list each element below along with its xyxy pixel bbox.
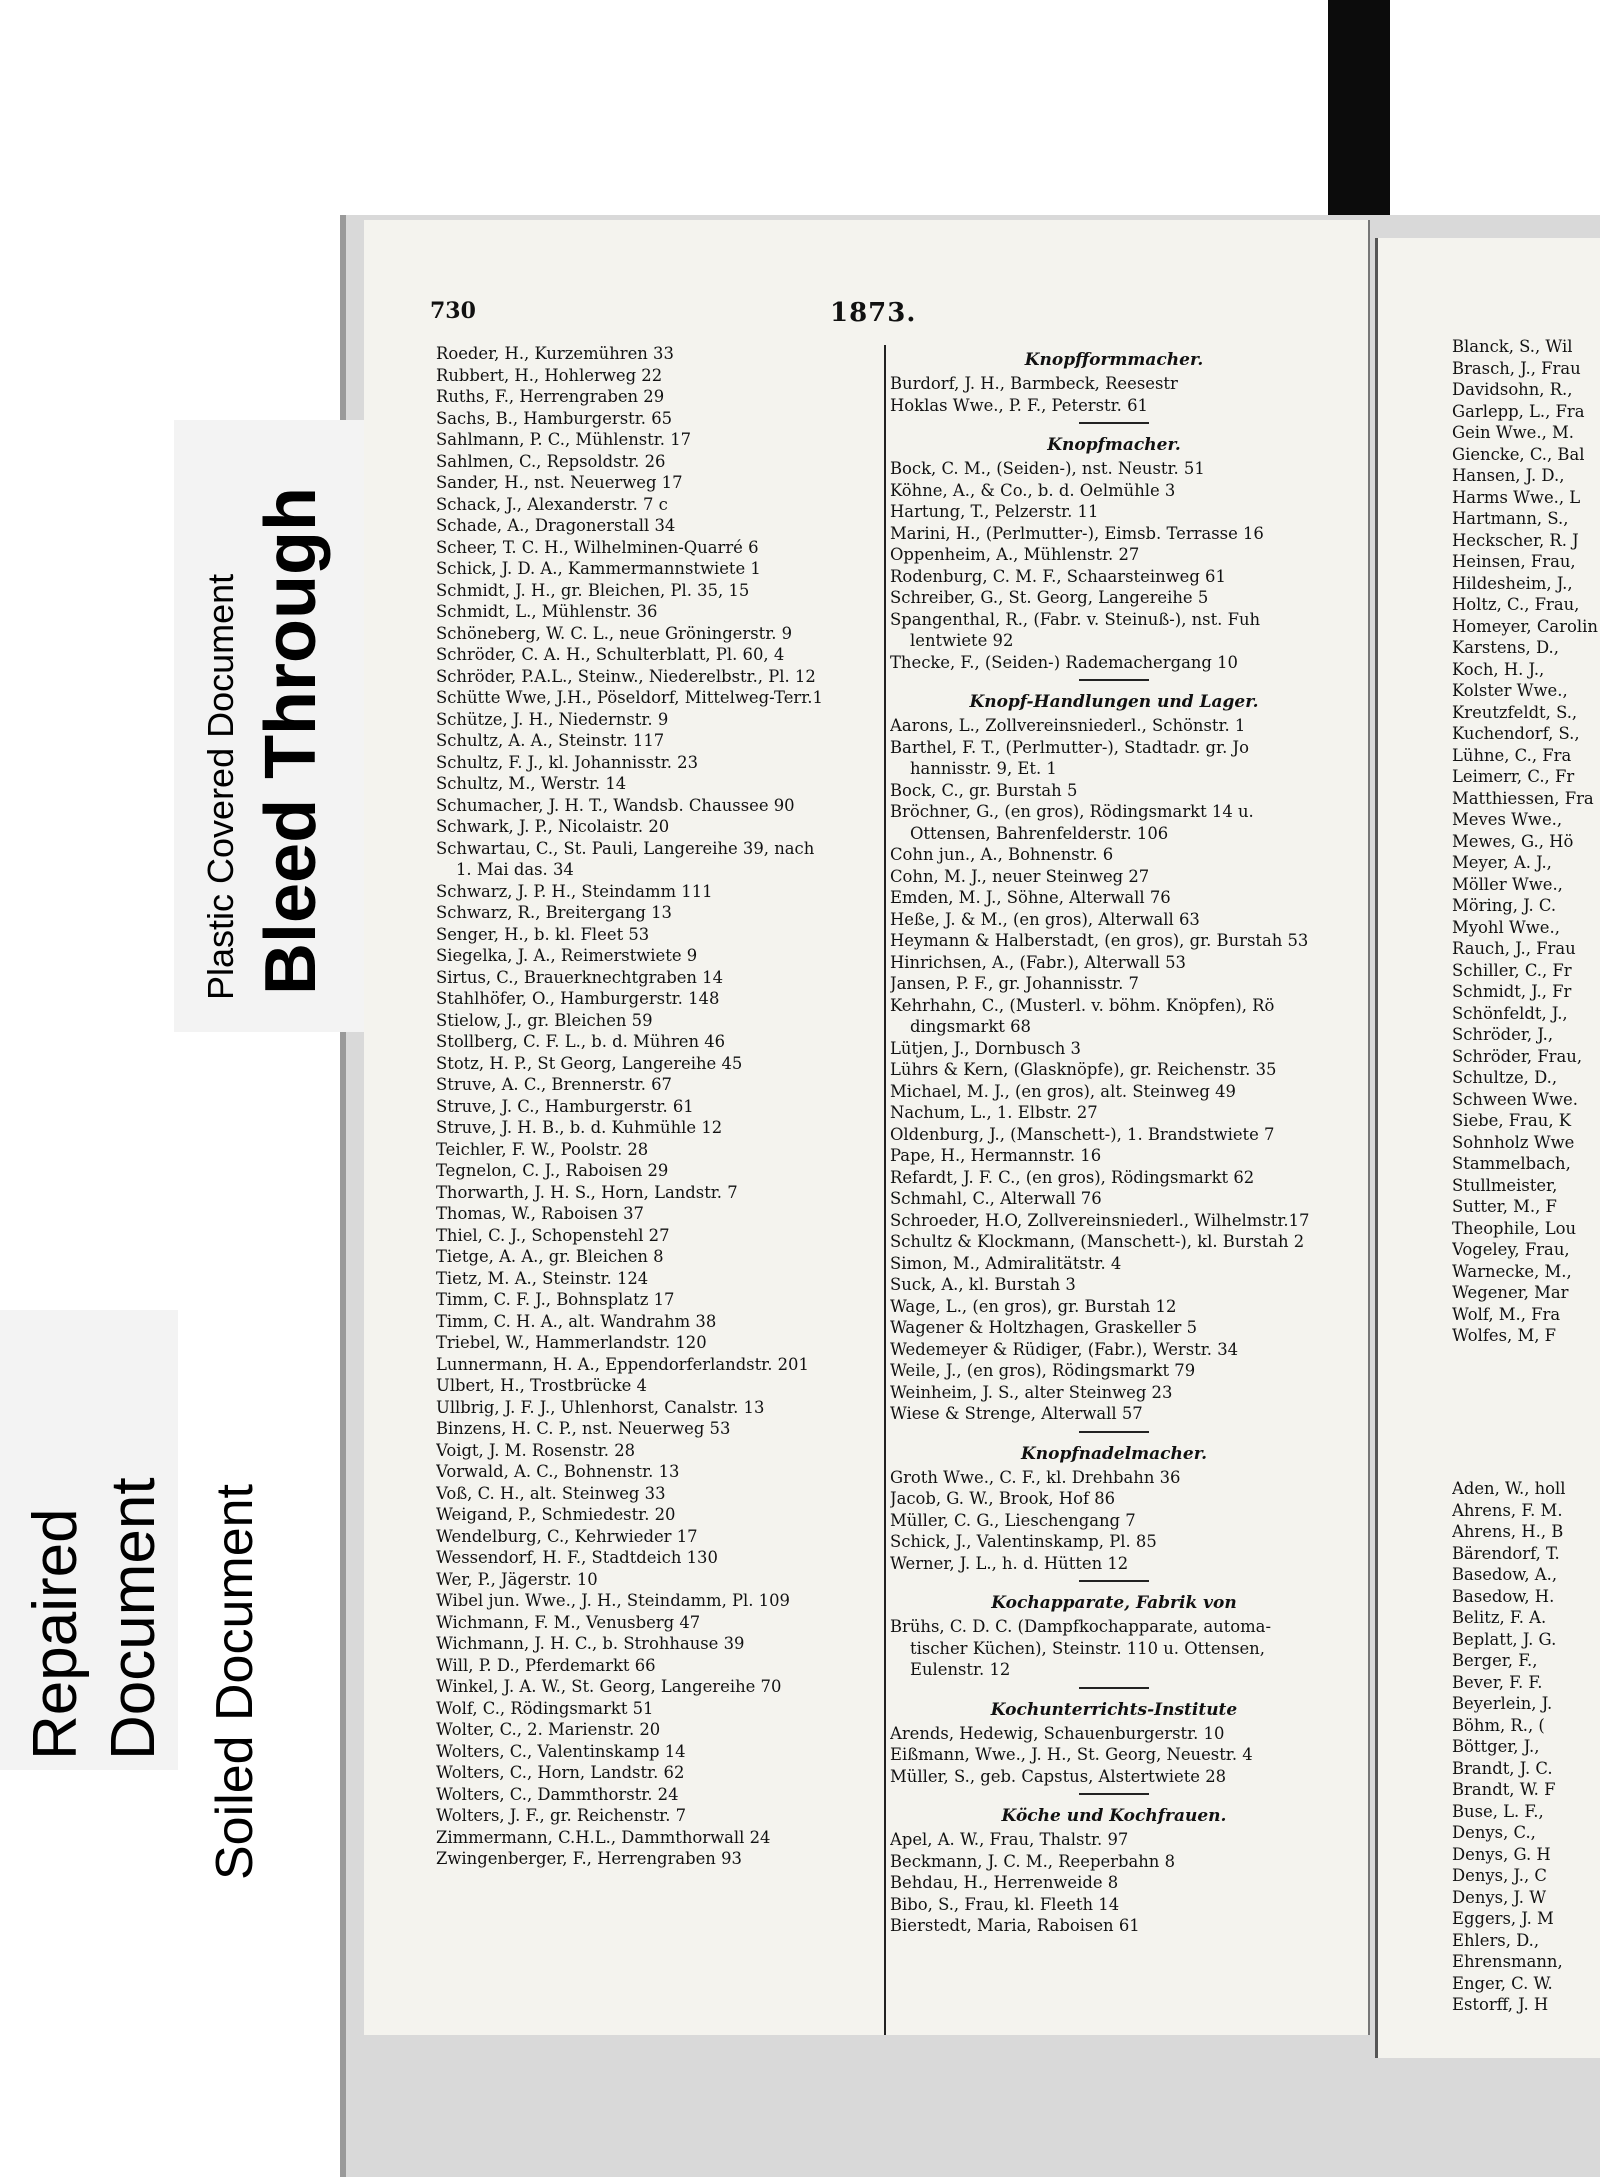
directory-entry: Schmidt, J. H., gr. Bleichen, Pl. 35, 15 bbox=[436, 580, 750, 600]
directory-entry: Behdau, H., Herrenweide 8 bbox=[890, 1873, 1119, 1892]
directory-entry: Blanck, S., Wil bbox=[1452, 337, 1573, 356]
directory-entry: Michael, M. J., (en gros), alt. Steinweg 49 bbox=[890, 1081, 1236, 1101]
section-divider bbox=[1079, 1687, 1149, 1689]
directory-entry: Böttger, J., bbox=[1452, 1737, 1540, 1756]
directory-entry: Jacob, G. W., Brook, Hof 86 bbox=[890, 1489, 1116, 1508]
directory-entry: Schick, J. D. A., Kammermannstwiete 1 bbox=[436, 559, 761, 578]
directory-entry: Davidsohn, R., bbox=[1452, 380, 1573, 399]
directory-entry: Schultz, A. A., Steinstr. 117 bbox=[436, 731, 665, 750]
section-divider bbox=[1079, 679, 1149, 681]
directory-entry: Beckmann, J. C. M., Reeperbahn 8 bbox=[890, 1851, 1175, 1871]
directory-entry: Ruths, F., Herrengraben 29 bbox=[436, 387, 665, 406]
directory-entry: Hoklas Wwe., P. F., Peterstr. 61 bbox=[890, 395, 1148, 415]
directory-entry: Struve, A. C., Brennerstr. 67 bbox=[436, 1075, 672, 1094]
directory-entry: Thorwarth, J. H. S., Horn, Landstr. 7 bbox=[436, 1182, 738, 1202]
directory-entry: Vogeley, Frau, bbox=[1452, 1240, 1570, 1259]
directory-entry: Binzens, H. C. P., nst. Neuerweg 53 bbox=[436, 1419, 731, 1438]
directory-entry: Bibo, S., Frau, kl. Fleeth 14 bbox=[890, 1894, 1120, 1914]
directory-entry: Böhm, R., ( bbox=[1452, 1715, 1545, 1735]
directory-entry: Wage, L., (en gros), gr. Burstah 12 bbox=[890, 1296, 1177, 1316]
directory-entry: Hinrichsen, A., (Fabr.), Alterwall 53 bbox=[890, 952, 1186, 972]
directory-entry: Wessendorf, H. F., Stadtdeich 130 bbox=[436, 1548, 718, 1567]
directory-entry: Kehrhahn, C., (Musterl. v. böhm. Knöpfen), Rö bbox=[890, 995, 1275, 1015]
directory-entry: Schultz, M., Werstr. 14 bbox=[436, 774, 627, 793]
directory-entry: Matthiessen, Fra bbox=[1452, 788, 1594, 808]
directory-entry: Cohn jun., A., Bohnenstr. 6 bbox=[890, 845, 1114, 864]
directory-entry: Wolters, C., Valentinskamp 14 bbox=[436, 1741, 686, 1761]
section-divider bbox=[1079, 422, 1149, 424]
directory-entry: Lütjen, J., Dornbusch 3 bbox=[890, 1038, 1081, 1058]
section-divider bbox=[1079, 1580, 1149, 1582]
directory-entry: Stotz, H. P., St Georg, Langereihe 45 bbox=[436, 1053, 743, 1073]
directory-entry: Sachs, B., Hamburgerstr. 65 bbox=[436, 408, 673, 428]
directory-entry: Lühne, C., Fra bbox=[1452, 745, 1572, 765]
directory-entry: Zimmermann, C.H.L., Dammthorwall 24 bbox=[436, 1827, 771, 1847]
directory-entry: Schultz & Klockmann, (Manschett-), kl. Burstah 2 bbox=[890, 1232, 1305, 1251]
directory-entry: Enger, C. W. bbox=[1452, 1973, 1553, 1993]
directory-entry: Schwark, J. P., Nicolaistr. 20 bbox=[436, 817, 670, 836]
directory-entry: Wer, P., Jägerstr. 10 bbox=[436, 1569, 598, 1589]
directory-entry: Sutter, M., F bbox=[1452, 1197, 1557, 1216]
directory-entry: Teichler, F. W., Poolstr. 28 bbox=[436, 1139, 649, 1159]
directory-entry: Beplatt, J. G. bbox=[1452, 1629, 1557, 1649]
directory-entry: Ulbert, H., Trostbrücke 4 bbox=[436, 1376, 647, 1395]
directory-entry: Holtz, C., Frau, bbox=[1452, 595, 1580, 614]
directory-entry: Hansen, J. D., bbox=[1452, 466, 1565, 485]
directory-entry: Gein Wwe., M. bbox=[1452, 423, 1575, 442]
directory-entry: Simon, M., Admiralitätstr. 4 bbox=[890, 1253, 1122, 1273]
directory-entry: Tietz, M. A., Steinstr. 124 bbox=[436, 1268, 649, 1288]
entry-continuation: Ottensen, Bahrenfelderstr. 106 bbox=[910, 823, 1169, 843]
directory-entry: Apel, A. W., Frau, Thalstr. 97 bbox=[890, 1830, 1129, 1849]
directory-entry: Struve, J. H. B., b. d. Kuhmühle 12 bbox=[436, 1118, 723, 1137]
directory-entry: Refardt, J. F. C., (en gros), Rödingsmarkt 62 bbox=[890, 1167, 1255, 1187]
directory-column-c-lower bbox=[1452, 1478, 1600, 2016]
directory-entry: Leimerr, C., Fr bbox=[1452, 767, 1575, 786]
directory-entry: Timm, C. F. J., Bohnsplatz 17 bbox=[436, 1290, 675, 1309]
directory-entry: Schröder, P.A.L., Steinw., Niederelbstr., Pl. 12 bbox=[436, 666, 816, 686]
repaired-label: Repaired bbox=[21, 1508, 90, 1760]
directory-entry: Brasch, J., Frau bbox=[1452, 358, 1581, 378]
directory-entry: Wibel jun. Wwe., J. H., Steindamm, Pl. 109 bbox=[436, 1591, 790, 1610]
directory-entry: Schmidt, L., Mühlenstr. 36 bbox=[436, 602, 658, 621]
directory-entry: Wolf, C., Rödingsmarkt 51 bbox=[436, 1698, 654, 1718]
directory-entry: Wichmann, F. M., Venusberg 47 bbox=[436, 1612, 701, 1632]
section-divider bbox=[1079, 1793, 1149, 1795]
directory-entry: Schwarz, R., Breitergang 13 bbox=[436, 903, 672, 922]
directory-entry: Sahlmann, P. C., Mühlenstr. 17 bbox=[436, 430, 692, 449]
directory-entry: Müller, C. G., Lieschengang 7 bbox=[890, 1510, 1136, 1530]
directory-entry: Möring, J. C. bbox=[1452, 896, 1557, 915]
directory-entry: Spangenthal, R., (Fabr. v. Steinuß-), nst. Fuh bbox=[890, 609, 1261, 629]
directory-entry: Meyer, A. J., bbox=[1452, 853, 1552, 872]
directory-entry: Belitz, F. A. bbox=[1452, 1608, 1547, 1627]
directory-entry: Wolf, M., Fra bbox=[1452, 1304, 1561, 1324]
directory-entry: Schack, J., Alexanderstr. 7 c bbox=[436, 494, 668, 514]
directory-entry: Bröchner, G., (en gros), Rödingsmarkt 14 u. bbox=[890, 802, 1254, 821]
directory-entry: Schroeder, H.O, Zollvereinsniederl., Wilhelmstr.17 bbox=[890, 1210, 1310, 1230]
directory-entry: Bärendorf, T. bbox=[1452, 1543, 1560, 1563]
directory-entry: Schütte Wwe, J.H., Pöseldorf, Mittelweg-Terr.1 bbox=[436, 688, 823, 707]
directory-entry: Struve, J. C., Hamburgerstr. 61 bbox=[436, 1096, 694, 1116]
directory-entry: Schultz, F. J., kl. Johannisstr. 23 bbox=[436, 752, 699, 772]
directory-entry: Berger, F., bbox=[1452, 1651, 1538, 1670]
directory-entry: Giencke, C., Bal bbox=[1452, 444, 1585, 464]
directory-entry: Theophile, Lou bbox=[1452, 1218, 1577, 1238]
directory-entry: Nachum, L., 1. Elbstr. 27 bbox=[890, 1103, 1098, 1122]
entry-continuation: Eulenstr. 12 bbox=[910, 1660, 1011, 1679]
directory-entry: Rodenburg, C. M. F., Schaarsteinweg 61 bbox=[890, 566, 1226, 586]
directory-entry: Heße, J. & M., (en gros), Alterwall 63 bbox=[890, 909, 1200, 929]
entry-continuation: 1. Mai das. 34 bbox=[456, 860, 574, 879]
directory-entry: Burdorf, J. H., Barmbeck, Reesestr bbox=[890, 374, 1178, 393]
directory-entry: Denys, G. H bbox=[1452, 1844, 1551, 1864]
directory-entry: Zwingenberger, F., Herrengraben 93 bbox=[436, 1849, 742, 1868]
directory-entry: Weinheim, J. S., alter Steinweg 23 bbox=[890, 1382, 1173, 1402]
directory-entry: Sahlmen, C., Repsoldstr. 26 bbox=[436, 451, 666, 471]
directory-entry: Siebe, Frau, K bbox=[1452, 1111, 1571, 1130]
directory-entry: Groth Wwe., C. F., kl. Drehbahn 36 bbox=[890, 1467, 1181, 1487]
directory-entry: Eggers, J. M bbox=[1452, 1909, 1554, 1928]
directory-entry: Stullmeister, bbox=[1452, 1175, 1558, 1195]
directory-entry: Köhne, A., & Co., b. d. Oelmühle 3 bbox=[890, 480, 1176, 500]
directory-entry: Wegener, Mar bbox=[1452, 1283, 1569, 1302]
directory-entry: Hildesheim, J., bbox=[1452, 573, 1573, 593]
directory-entry: Kreutzfeldt, S., bbox=[1452, 702, 1578, 722]
directory-entry: Heinsen, Frau, bbox=[1452, 552, 1576, 571]
directory-entry: Lührs & Kern, (Glasknöpfe), gr. Reichenstr. 35 bbox=[890, 1060, 1277, 1079]
section-heading: Knopf-Handlungen und Lager. bbox=[969, 692, 1259, 712]
directory-entry: Ullbrig, J. F. J., Uhlenhorst, Canalstr. 13 bbox=[436, 1397, 765, 1417]
directory-entry: Werner, J. L., h. d. Hütten 12 bbox=[890, 1553, 1129, 1573]
directory-entry: Rauch, J., Frau bbox=[1452, 939, 1576, 958]
entry-continuation: hannisstr. 9, Et. 1 bbox=[910, 759, 1057, 778]
directory-entry: Stammelbach, bbox=[1452, 1154, 1571, 1173]
directory-entry: Warnecke, M., bbox=[1452, 1261, 1572, 1281]
directory-entry: Schumacher, J. H. T., Wandsb. Chaussee 90 bbox=[436, 795, 795, 815]
directory-entry: Tegnelon, C. J., Raboisen 29 bbox=[436, 1161, 669, 1180]
directory-entry: Voigt, J. M. Rosenstr. 28 bbox=[436, 1440, 636, 1460]
directory-entry: Thecke, F., (Seiden-) Rademachergang 10 bbox=[890, 652, 1238, 672]
directory-entry: Wolters, J. F., gr. Reichenstr. 7 bbox=[436, 1806, 687, 1825]
directory-entry: Wendelburg, C., Kehrwieder 17 bbox=[436, 1526, 698, 1546]
directory-entry: Arends, Hedewig, Schauenburgerstr. 10 bbox=[890, 1723, 1225, 1743]
directory-entry: Wichmann, J. H. C., b. Strohhause 39 bbox=[436, 1634, 745, 1653]
directory-entry: Aden, W., holl bbox=[1452, 1479, 1566, 1498]
directory-entry: Schween Wwe. bbox=[1452, 1089, 1578, 1109]
directory-entry: Homeyer, Carolin bbox=[1452, 616, 1598, 636]
directory-entry: Triebel, W., Hammerlandstr. 120 bbox=[436, 1333, 707, 1352]
directory-entry: Oppenheim, A., Mühlenstr. 27 bbox=[890, 545, 1140, 564]
directory-entry: Rubbert, H., Hohlerweg 22 bbox=[436, 365, 663, 385]
column-divider bbox=[884, 345, 886, 2035]
repaired-document-label: Document bbox=[99, 1477, 168, 1760]
directory-entry: Schick, J., Valentinskamp, Pl. 85 bbox=[890, 1532, 1157, 1551]
directory-entry: Ahrens, F. M. bbox=[1452, 1500, 1563, 1520]
directory-entry: Sirtus, C., Brauerknechtgraben 14 bbox=[436, 967, 724, 987]
directory-entry: Eißmann, Wwe., J. H., St. Georg, Neuestr. 4 bbox=[890, 1745, 1253, 1764]
section-heading: Knopfformmacher. bbox=[1024, 350, 1204, 370]
directory-entry: Denys, C., bbox=[1452, 1823, 1536, 1842]
section-heading: Köche und Kochfrauen. bbox=[1001, 1806, 1227, 1826]
directory-entry: Weigand, P., Schmiedestr. 20 bbox=[436, 1505, 676, 1524]
directory-entry: Vorwald, A. C., Bohnenstr. 13 bbox=[436, 1462, 680, 1481]
directory-entry: Hartmann, S., bbox=[1452, 509, 1569, 528]
directory-entry: Kolster Wwe., bbox=[1452, 681, 1568, 700]
directory-entry: Marini, H., (Perlmutter-), Eimsb. Terrasse 16 bbox=[890, 523, 1264, 543]
directory-entry: Brühs, C. D. C. (Dampfkochapparate, automa- bbox=[890, 1617, 1271, 1636]
directory-entry: Kuchendorf, S., bbox=[1452, 724, 1580, 743]
directory-entry: Ahrens, H., B bbox=[1452, 1522, 1564, 1541]
directory-entry: Aarons, L., Zollvereinsniederl., Schönstr. 1 bbox=[890, 716, 1246, 735]
directory-entry: Harms Wwe., L bbox=[1452, 487, 1581, 507]
directory-entry: Wagener & Holtzhagen, Graskeller 5 bbox=[890, 1318, 1198, 1337]
directory-entry: Garlepp, L., Fra bbox=[1452, 401, 1585, 421]
directory-entry: Thomas, W., Raboisen 37 bbox=[436, 1204, 644, 1223]
directory-entry: Bock, C., gr. Burstah 5 bbox=[890, 780, 1078, 800]
directory-entry: Schwarz, J. P. H., Steindamm 111 bbox=[436, 881, 713, 901]
directory-entry: Suck, A., kl. Burstah 3 bbox=[890, 1275, 1076, 1294]
directory-entry: Möller Wwe., bbox=[1452, 874, 1563, 894]
directory-column-b bbox=[890, 343, 1338, 1937]
directory-entry: Schultze, D., bbox=[1452, 1068, 1558, 1087]
directory-entry: Estorff, J. H bbox=[1452, 1995, 1549, 2014]
entry-continuation: dingsmarkt 68 bbox=[910, 1017, 1031, 1036]
directory-entry: Schmahl, C., Alterwall 76 bbox=[890, 1189, 1102, 1208]
directory-entry: Schröder, J., bbox=[1452, 1025, 1554, 1044]
directory-entry: Schwartau, C., St. Pauli, Langereihe 39, nach bbox=[436, 838, 815, 858]
directory-entry: Denys, J., C bbox=[1452, 1866, 1547, 1885]
directory-entry: Basedow, A., bbox=[1452, 1565, 1558, 1584]
directory-entry: Scheer, T. C. H., Wilhelminen-Quarré 6 bbox=[436, 537, 759, 557]
directory-entry: Siegelka, J. A., Reimerstwiete 9 bbox=[436, 946, 698, 965]
directory-entry: Jansen, P. F., gr. Johannisstr. 7 bbox=[890, 974, 1139, 993]
directory-column-c bbox=[1452, 336, 1600, 1347]
directory-entry: Bierstedt, Maria, Raboisen 61 bbox=[890, 1916, 1140, 1935]
directory-entry: Schütze, J. H., Niedernstr. 9 bbox=[436, 709, 669, 729]
directory-entry: Stollberg, C. F. L., b. d. Mühren 46 bbox=[436, 1032, 726, 1051]
directory-entry: Heckscher, R. J bbox=[1452, 530, 1579, 550]
directory-entry: Timm, C. H. A., alt. Wandrahm 38 bbox=[436, 1311, 717, 1331]
page-year: 1873. bbox=[830, 298, 917, 328]
directory-entry: Müller, S., geb. Capstus, Alstertwiete 28 bbox=[890, 1766, 1227, 1786]
directory-entry: Ehlers, D., bbox=[1452, 1930, 1540, 1950]
directory-entry: Oldenburg, J., (Manschett-), 1. Brandstwiete 7 bbox=[890, 1124, 1275, 1144]
directory-entry: Schmidt, J., Fr bbox=[1452, 982, 1572, 1001]
directory-entry: Brandt, J. C. bbox=[1452, 1758, 1553, 1778]
directory-entry: Schönfeldt, J., bbox=[1452, 1003, 1568, 1023]
directory-entry: Basedow, H. bbox=[1452, 1586, 1555, 1606]
directory-entry: Pape, H., Hermannstr. 16 bbox=[890, 1146, 1102, 1165]
directory-entry: Koch, H. J., bbox=[1452, 659, 1545, 679]
directory-entry: Sohnholz Wwe bbox=[1452, 1132, 1575, 1152]
directory-entry: Schreiber, G., St. Georg, Langereihe 5 bbox=[890, 588, 1209, 607]
directory-column-a bbox=[436, 343, 876, 1870]
directory-entry: Ehrensmann, bbox=[1452, 1952, 1563, 1971]
section-heading: Kochapparate, Fabrik von bbox=[991, 1593, 1237, 1613]
directory-entry: Heymann & Halberstadt, (en gros), gr. Burstah 53 bbox=[890, 931, 1309, 950]
directory-entry: Bock, C. M., (Seiden-), nst. Neustr. 51 bbox=[890, 459, 1205, 478]
directory-entry: Schade, A., Dragonerstall 34 bbox=[436, 516, 676, 535]
directory-entry: Bever, F. F. bbox=[1452, 1672, 1543, 1692]
directory-entry: Weile, J., (en gros), Rödingsmarkt 79 bbox=[890, 1361, 1196, 1380]
directory-entry: Beyerlein, J. bbox=[1452, 1694, 1553, 1713]
directory-entry: Wiese & Strenge, Alterwall 57 bbox=[890, 1404, 1143, 1423]
directory-entry: Emden, M. J., Söhne, Alterwall 76 bbox=[890, 888, 1171, 907]
directory-entry: Buse, L. F., bbox=[1452, 1801, 1544, 1821]
directory-entry: Wolters, C., Dammthorstr. 24 bbox=[436, 1784, 679, 1804]
entry-continuation: tischer Küchen), Steinstr. 110 u. Ottensen, bbox=[910, 1638, 1265, 1658]
directory-entry: Sander, H., nst. Neuerweg 17 bbox=[436, 473, 683, 492]
directory-entry: Will, P. D., Pferdemarkt 66 bbox=[436, 1655, 656, 1675]
page-number: 730 bbox=[430, 298, 476, 324]
directory-entry: Stahlhöfer, O., Hamburgerstr. 148 bbox=[436, 989, 720, 1008]
directory-entry: Schröder, Frau, bbox=[1452, 1046, 1583, 1066]
directory-entry: Senger, H., b. kl. Fleet 53 bbox=[436, 924, 650, 944]
entry-continuation: lentwiete 92 bbox=[910, 631, 1014, 650]
soiled-document-label: Soiled Document bbox=[206, 1484, 264, 1880]
directory-entry: Lunnermann, H. A., Eppendorferlandstr. 201 bbox=[436, 1354, 809, 1374]
directory-entry: Wolfes, M, F bbox=[1452, 1326, 1557, 1345]
bleed-through-label: Bleed Through bbox=[251, 487, 331, 995]
section-heading: Knopfnadelmacher. bbox=[1020, 1443, 1208, 1464]
directory-entry: Myohl Wwe., bbox=[1452, 917, 1560, 937]
directory-entry: Denys, J. W bbox=[1452, 1887, 1547, 1907]
plastic-covered-label: Plastic Covered Document bbox=[200, 573, 241, 1000]
directory-entry: Roeder, H., Kurzemühren 33 bbox=[436, 344, 674, 363]
section-divider bbox=[1079, 1431, 1149, 1433]
directory-entry: Wolter, C., 2. Marienstr. 20 bbox=[436, 1720, 661, 1739]
directory-entry: Tietge, A. A., gr. Bleichen 8 bbox=[436, 1247, 664, 1266]
directory-entry: Winkel, J. A. W., St. Georg, Langereihe 70 bbox=[436, 1677, 782, 1696]
directory-entry: Wolters, C., Horn, Landstr. 62 bbox=[436, 1763, 685, 1782]
directory-entry: Schöneberg, W. C. L., neue Gröningerstr. 9 bbox=[436, 623, 793, 643]
directory-entry: Meves Wwe., bbox=[1452, 810, 1563, 829]
section-heading: Knopfmacher. bbox=[1047, 435, 1181, 455]
section-heading: Kochunterrichts-Institute bbox=[990, 1699, 1238, 1720]
directory-entry: Wedemeyer & Rüdiger, (Fabr.), Werstr. 34 bbox=[890, 1339, 1239, 1359]
directory-entry: Thiel, C. J., Schopenstehl 27 bbox=[436, 1225, 670, 1245]
directory-entry: Cohn, M. J., neuer Steinweg 27 bbox=[890, 866, 1150, 886]
black-tape bbox=[1328, 0, 1390, 230]
directory-entry: Schiller, C., Fr bbox=[1452, 960, 1572, 980]
directory-entry: Brandt, W. F bbox=[1452, 1780, 1556, 1799]
directory-entry: Mewes, G., Hö bbox=[1452, 831, 1574, 851]
directory-entry: Karstens, D., bbox=[1452, 638, 1559, 657]
directory-entry: Hartung, T., Pelzerstr. 11 bbox=[890, 502, 1099, 521]
directory-entry: Voß, C. H., alt. Steinweg 33 bbox=[436, 1483, 666, 1503]
directory-entry: Barthel, F. T., (Perlmutter-), Stadtadr. gr. Jo bbox=[890, 737, 1249, 757]
directory-entry: Stielow, J., gr. Bleichen 59 bbox=[436, 1010, 653, 1030]
directory-entry: Schröder, C. A. H., Schulterblatt, Pl. 60, 4 bbox=[436, 645, 785, 664]
